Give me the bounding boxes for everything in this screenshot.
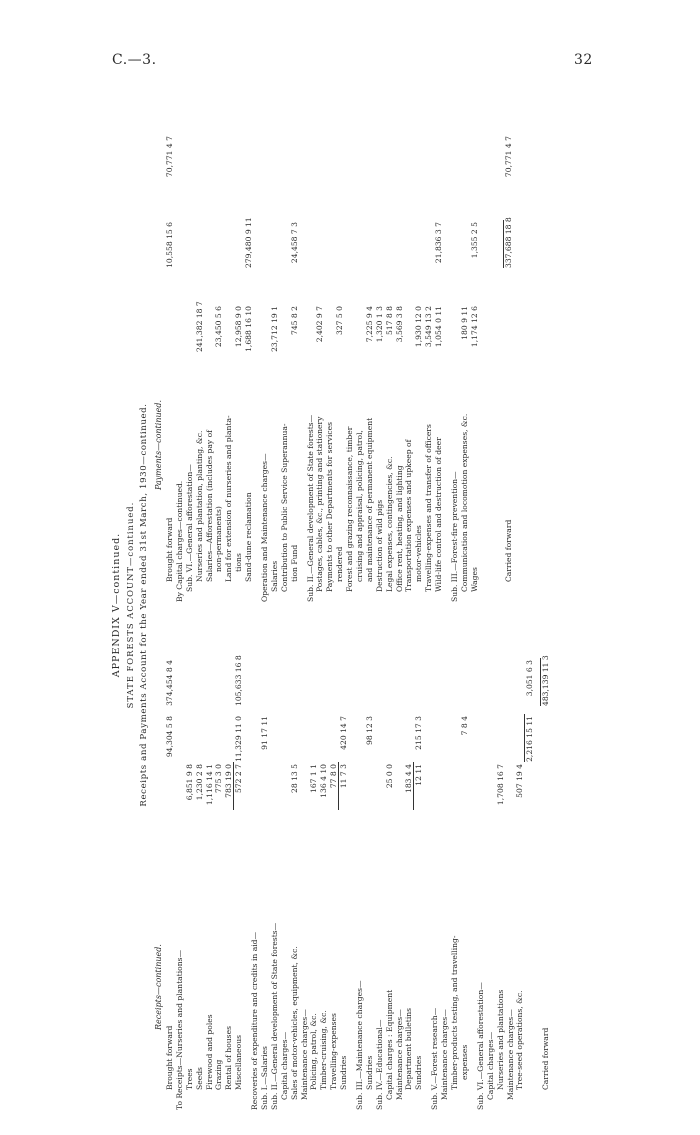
- ledger-label: Sub. V.—Forest research—: [430, 1007, 440, 1110]
- ledger-label: expenses: [459, 1044, 469, 1080]
- ledger-row: [234, 100, 244, 602]
- ledger-row: [525, 610, 535, 1110]
- ledger-row: [504, 100, 514, 602]
- ledger-label: Wild-life control and destruction of deer: [434, 437, 444, 592]
- ledger-row: [224, 100, 234, 602]
- ledger-row: [541, 610, 551, 1110]
- ledger-label: Timber-cruising, &c.: [319, 1010, 329, 1090]
- amount-c2: 241,382 18 7: [194, 301, 204, 352]
- ledger-label: Sundries: [414, 1055, 424, 1090]
- ledger-row: [355, 610, 365, 1110]
- ledger-label: Transportation expenses and upkeep of: [404, 439, 414, 592]
- payments-heading: Payments—continued.: [154, 399, 163, 490]
- ledger-row: [250, 610, 260, 1110]
- ledger-row: [290, 100, 300, 602]
- amount-c2: 1,688 16 10: [244, 306, 254, 352]
- ledger-row: [185, 100, 195, 602]
- ledger-row: [325, 100, 335, 602]
- amount-c2: 98 12 3: [364, 716, 374, 745]
- ledger-label: Sub. VI.—General afforestation—: [475, 982, 485, 1110]
- total-rule: [413, 762, 414, 810]
- ledger-label: Sand-dune reclamation: [244, 492, 254, 582]
- ledger-row: [395, 100, 405, 602]
- ledger-label: Nurseries and plantations: [495, 989, 505, 1090]
- ledger-label: Contribution to Public Service Superannua-: [279, 423, 289, 592]
- ledger-row: [375, 610, 385, 1110]
- amount-c4: 70,771 4 7: [165, 136, 174, 178]
- amount-c1: 12 11: [414, 764, 424, 786]
- amount-c1: 183 4 4: [404, 764, 414, 793]
- ledger-label: Department bulletins: [404, 1007, 414, 1090]
- amount-c1: 1,708 16 7: [495, 764, 505, 806]
- ledger-row: [165, 610, 175, 1110]
- ledger-row: [165, 100, 175, 602]
- ledger-label: Legal expenses, contingencies, &c.: [384, 456, 394, 592]
- ledger-label: Capital charges—: [485, 1031, 495, 1100]
- amount-c2: 1,320 1 3: [374, 306, 384, 343]
- ledger-row: [430, 610, 440, 1110]
- ledger-label: Operation and Maintenance charges—: [260, 453, 270, 602]
- ledger-row: [244, 100, 254, 602]
- amount-c1: 136 4 10: [319, 764, 329, 798]
- ledger-label: tion Fund: [289, 544, 299, 582]
- ledger-label: Rental of houses: [224, 1026, 234, 1090]
- amount-c3: 10,558 15 6: [165, 222, 174, 268]
- amount-c1: 25 0 0: [384, 764, 394, 789]
- amount-c2: 23,712 19 1: [269, 306, 279, 352]
- ledger-label: Travelling-expenses: [329, 1013, 339, 1090]
- ledger-row: [234, 610, 244, 1110]
- amount-c3: 105,633 16 8: [234, 655, 244, 706]
- ledger-row: [365, 100, 375, 602]
- ledger-label: Trees: [184, 1068, 194, 1090]
- ledger-row: [460, 610, 470, 1110]
- ledger-label: Wages: [469, 567, 479, 592]
- ledger-row: [185, 610, 195, 1110]
- ledger-label: Carried forward: [503, 519, 513, 582]
- ledger-label: Tree-seed operations, &c.: [515, 990, 525, 1090]
- amount-c1: 507 19 4: [515, 764, 525, 798]
- receipts-side: [165, 610, 551, 1110]
- ledger-label: Sub. I.—Salaries: [260, 1046, 270, 1110]
- ledger-row: [486, 610, 496, 1110]
- ledger-row: [306, 100, 316, 602]
- account-title: STATE FORESTS ACCOUNT—continued.: [125, 501, 135, 709]
- ledger-row: [214, 100, 224, 602]
- ledger-label: non-permanents): [214, 506, 224, 572]
- amount-c2: 7,225 9 4: [364, 306, 374, 343]
- ledger-row: [404, 100, 414, 602]
- ledger-row: [224, 610, 234, 1110]
- ledger-row: [300, 610, 310, 1110]
- ledger-label: tions: [234, 553, 244, 572]
- ledger-label: Brought forward: [165, 517, 174, 582]
- ledger-row: [329, 610, 339, 1110]
- ledger-label: Timber-products testing, and travelling-: [450, 935, 460, 1090]
- document-code: C.—3.: [112, 52, 157, 68]
- ledger-label: Payments to other Departments for services: [325, 421, 335, 592]
- amount-c2: 327 5 0: [335, 306, 345, 335]
- ledger-row: [260, 610, 270, 1110]
- ledger-row: [175, 610, 185, 1110]
- ledger-row: [270, 100, 280, 602]
- ledger-label: Capital charges : Equipment: [384, 989, 394, 1100]
- ledger-label: Recoveries of expenditure and credits in aid—: [250, 931, 260, 1110]
- ledger-row: [450, 100, 460, 602]
- amount-c1: 77 8 0: [329, 764, 339, 789]
- ledger-label: Maintenance charges—: [394, 1009, 404, 1100]
- ledger-row: [315, 100, 325, 602]
- ledger-label: motor-vehicles: [414, 525, 424, 582]
- amount-c1: 775 3 0: [214, 764, 224, 793]
- ledger-row: [290, 610, 300, 1110]
- amount-c2: 12,958 9 0: [234, 306, 244, 348]
- ledger-row: [205, 100, 215, 602]
- ledger-row: [260, 100, 270, 602]
- ledger-label: Maintenance charges—: [440, 1009, 450, 1100]
- amount-c1: 6,851 9 8: [184, 764, 194, 801]
- ledger-row: [365, 610, 375, 1110]
- ledger-row: [476, 610, 486, 1110]
- amount-c2: 91 17 11: [260, 716, 270, 750]
- ledger-row: [205, 610, 215, 1110]
- ledger-row: [434, 100, 444, 602]
- amount-c1: 28 13 5: [289, 764, 299, 793]
- amount-c1: 572 2 7: [234, 764, 244, 793]
- amount-c2: 7 8 4: [459, 716, 469, 736]
- ledger-label: Seeds: [194, 1067, 204, 1090]
- total-rule: [524, 714, 525, 762]
- ledger-row: [385, 100, 395, 602]
- ledger-label: Travelling-expenses and transfer of officers: [424, 424, 434, 592]
- ledger-label: Salaries—Afforestation (includes pay of: [204, 430, 214, 582]
- amount-c2: 3,569 3 8: [394, 306, 404, 343]
- ledger-label: To Receipts—Nurseries and plantations—: [174, 949, 184, 1110]
- amount-c3: 3,051 6 3: [525, 660, 535, 697]
- ledger-label: Brought forward: [165, 1025, 174, 1090]
- ledger-row: [280, 100, 290, 602]
- ledger-label: Sundries: [364, 1055, 374, 1090]
- payments-side: [165, 100, 514, 602]
- amount-c2: 94,304 5 8: [165, 716, 174, 758]
- ledger-row: [515, 610, 525, 1110]
- amount-c4: 70,771 4 7: [503, 136, 513, 178]
- account-subtitle: Receipts and Payments Account for the Year ended 31st March, 1930—continued.: [139, 403, 149, 807]
- ledger-row: [424, 100, 434, 602]
- amount-c3: 337,688 18 8: [503, 217, 513, 268]
- ledger-label: Office rent, heating, and lighting: [394, 465, 404, 592]
- ledger-row: [270, 610, 280, 1110]
- ledger-row: [470, 100, 480, 602]
- ledger-label: Sub. VI.—General afforestation—: [184, 464, 194, 592]
- ledger-label: Sales of motor-vehicles, equipment, &c.: [289, 946, 299, 1100]
- ledger-label: Sub. IV.—Educational—: [374, 1019, 384, 1110]
- ledger-label: Maintenance charges—: [505, 1009, 515, 1100]
- ledger-label: Grazing: [214, 1059, 224, 1090]
- amount-c2: 215 17 3: [414, 716, 424, 750]
- amount-c3: 24,458 7 3: [289, 222, 299, 264]
- ledger-row: [440, 610, 450, 1110]
- ledger-row: [214, 610, 224, 1110]
- total-rule: [503, 220, 504, 268]
- ledger-label: Destruction of wild pigs: [374, 499, 384, 592]
- ledger-row: [404, 610, 414, 1110]
- ledger-label: cruising and appraisal, policing, patrol,: [355, 430, 365, 582]
- amount-c2: 23,450 5 6: [214, 306, 224, 348]
- ledger-label: Sub. III.—Forest-fire prevention—: [450, 471, 460, 602]
- amount-c2: 1,054 0 11: [434, 306, 444, 348]
- amount-c1: 783 19 0: [224, 764, 234, 798]
- amount-c1: 1,230 2 8: [194, 764, 204, 801]
- amount-c3: 21,836 3 7: [434, 222, 444, 264]
- ledger-label: Capital charges—: [279, 1031, 289, 1100]
- ledger-label: Postages, cables, &c., printing and stationery: [315, 416, 325, 592]
- ledger-row: [414, 610, 424, 1110]
- ledger-row: [309, 610, 319, 1110]
- total-rule: [338, 762, 339, 810]
- ledger-label: Miscellaneous: [234, 1035, 244, 1090]
- ledger-row: [175, 100, 185, 602]
- amount-c3: 1,355 2 5: [469, 222, 479, 259]
- amount-c2: 180 9 11: [459, 306, 469, 340]
- ledger-row: [355, 100, 365, 602]
- ledger-label: By Capital charges—continued.: [174, 480, 184, 602]
- ledger-label: Policing, patrol, &c.: [309, 1013, 319, 1090]
- amount-c2: 2,402 9 7: [315, 306, 325, 343]
- ledger-row: [319, 610, 329, 1110]
- ledger-row: [395, 610, 405, 1110]
- ledger-label: Sub. II.—General development of State forests—: [305, 414, 315, 602]
- appendix-title: APPENDIX V—continued.: [111, 532, 122, 678]
- ledger-row: [339, 610, 349, 1110]
- amount-c3: 374,454 8 4: [165, 660, 174, 706]
- amount-c2: 3,549 13 2: [424, 306, 434, 348]
- ledger-label: Salaries: [269, 560, 279, 592]
- amount-c2: 745 8 2: [289, 306, 299, 335]
- amount-c3: 279,480 9 11: [244, 217, 254, 268]
- ledger-row: [280, 610, 290, 1110]
- amount-c2: 1,930 12 0: [414, 306, 424, 348]
- amount-c1: 11 7 3: [339, 764, 349, 789]
- ledger-row: [460, 100, 470, 602]
- amount-c1: 1,116 14 1: [204, 764, 214, 806]
- ledger-label: Nurseries and plantation, planting, &c.: [194, 430, 204, 582]
- ledger-row: [414, 100, 424, 602]
- ledger-label: Land for extension of nurseries and planta-: [224, 415, 234, 582]
- ledger-row: [195, 100, 205, 602]
- ledger-label: Firewood and poles: [204, 1014, 214, 1090]
- ledger-row: [195, 610, 205, 1110]
- amount-c2: 1,174 12 6: [469, 306, 479, 348]
- total-rule: [540, 658, 541, 706]
- ledger-row: [450, 610, 460, 1110]
- amount-c2: 2,216 15 11: [525, 716, 535, 762]
- ledger-row: [385, 610, 395, 1110]
- amount-c3: 483,139 11 3: [541, 655, 551, 706]
- ledger-label: Sundries: [339, 1055, 349, 1090]
- ledger-row: [375, 100, 385, 602]
- amount-c2: 11,329 11 0: [234, 716, 244, 762]
- ledger-label: Communication and locomotion expenses, &c.: [459, 413, 469, 592]
- ledger-row: [506, 610, 516, 1110]
- ledger-label: Forest and grazing reconnaissance, timber: [345, 426, 355, 592]
- receipts-heading: Receipts—continued.: [154, 944, 163, 1030]
- amount-c2: 517 8 8: [384, 306, 394, 335]
- ledger-label: and maintenance of permanent equipment: [364, 417, 374, 582]
- ledger-label: Maintenance charges—: [299, 1009, 309, 1100]
- amount-c1: 167 1 1: [309, 764, 319, 793]
- ledger-row: [335, 100, 345, 602]
- ledger-label: rendered: [335, 546, 345, 582]
- page-number: 32: [574, 52, 593, 68]
- ledger-label: Sub. II.—General development of State forests—: [269, 922, 279, 1110]
- ledger-row: [496, 610, 506, 1110]
- amount-c2: 420 14 7: [339, 716, 349, 750]
- ledger-label: Sub. III.—Maintenance charges—: [355, 980, 365, 1110]
- rotated-table-page: [112, 100, 662, 1110]
- ledger-row: [345, 100, 355, 602]
- total-rule: [233, 762, 234, 810]
- ledger-label: Carried forward: [541, 1027, 551, 1090]
